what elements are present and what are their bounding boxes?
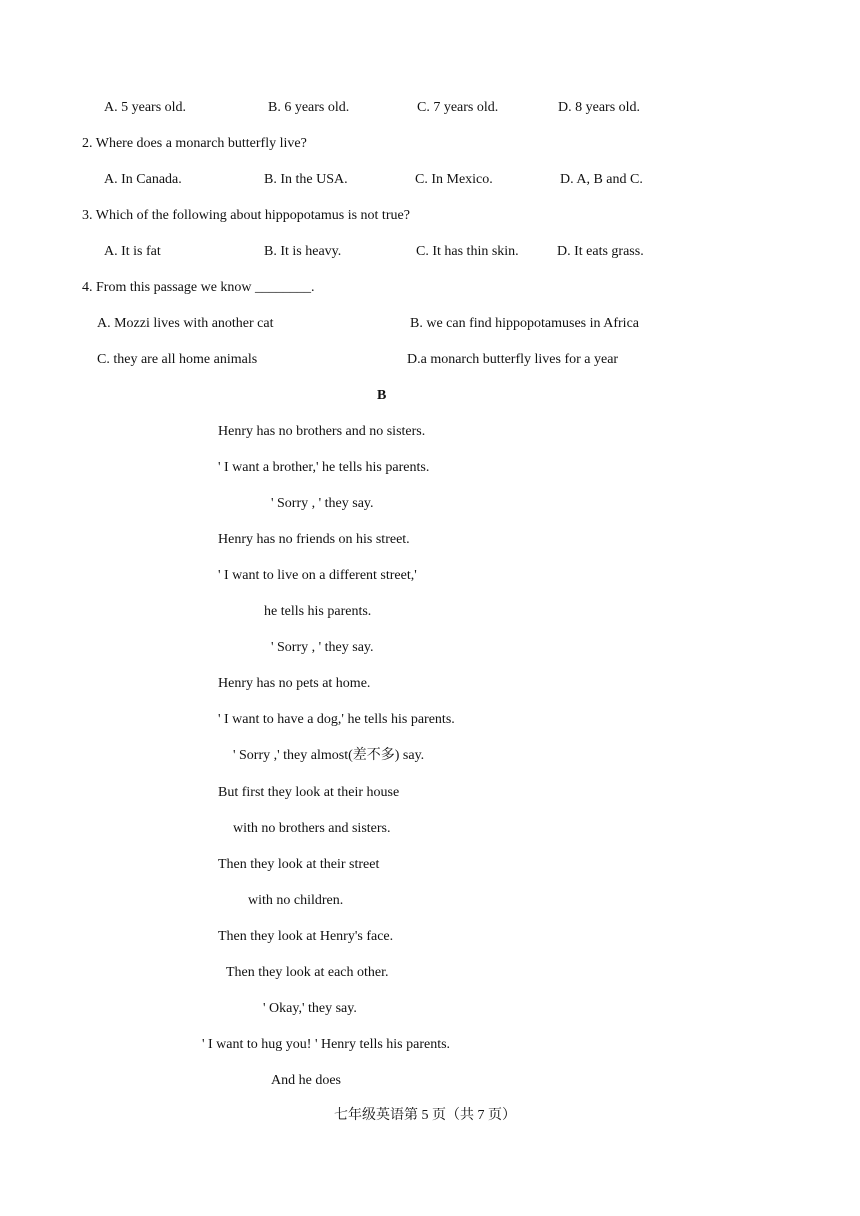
poem-line: ' Sorry , ' they say. (271, 496, 374, 511)
q4-option-b: B. we can find hippopotamuses in Africa (410, 316, 640, 331)
q1-option-d: D. 8 years old. (558, 100, 641, 115)
poem-line: ' Okay,' they say. (263, 1001, 357, 1016)
poem-line: Then they look at Henry's face. (218, 929, 394, 944)
q4-option-d: D.a monarch butterfly lives for a year (407, 352, 619, 367)
poem-line: with no children. (248, 893, 344, 908)
poem-line: ' I want to hug you! ' Henry tells his parents. (202, 1037, 451, 1052)
poem-line: ' Sorry , ' they say. (271, 640, 374, 655)
poem-line: ' I want to live on a different street,' (218, 568, 417, 583)
poem-line: Then they look at their street (218, 857, 380, 872)
q3-option-b: B. It is heavy. (264, 244, 342, 259)
poem-line: Henry has no pets at home. (218, 676, 371, 691)
poem-line: with no brothers and sisters. (233, 821, 391, 836)
section-b-heading: B (377, 388, 387, 403)
poem-line: ' Sorry ,' they almost(差不多) say. (233, 748, 425, 763)
poem-line: ' I want a brother,' he tells his parents. (218, 460, 430, 475)
q3-option-d: D. It eats grass. (557, 244, 644, 259)
q2-question: 2. Where does a monarch butterfly live? (82, 136, 307, 151)
q3-question: 3. Which of the following about hippopotamus is not true? (82, 208, 410, 223)
q4-question: 4. From this passage we know ________. (82, 280, 315, 295)
q4-option-c: C. they are all home animals (97, 352, 258, 367)
q1-option-a: A. 5 years old. (104, 100, 187, 115)
q3-option-c: C. It has thin skin. (416, 244, 519, 259)
poem-line: Then they look at each other. (226, 965, 389, 980)
q2-option-b: B. In the USA. (264, 172, 348, 187)
q2-option-c: C. In Mexico. (415, 172, 493, 187)
poem-line: And he does (271, 1073, 341, 1088)
q2-option-a: A. In Canada. (104, 172, 182, 187)
page-footer: 七年级英语第 5 页（共 7 页） (334, 1108, 516, 1123)
q1-option-b: B. 6 years old. (268, 100, 350, 115)
poem-line: But first they look at their house (218, 785, 400, 800)
poem-line: ' I want to have a dog,' he tells his parents. (218, 712, 455, 727)
poem-line: he tells his parents. (264, 604, 372, 619)
poem-line: Henry has no brothers and no sisters. (218, 424, 426, 439)
q1-option-c: C. 7 years old. (417, 100, 499, 115)
poem-line: Henry has no friends on his street. (218, 532, 410, 547)
q4-option-a: A. Mozzi lives with another cat (97, 316, 274, 331)
q2-option-d: D. A, B and C. (560, 172, 643, 187)
q3-option-a: A. It is fat (104, 244, 161, 259)
